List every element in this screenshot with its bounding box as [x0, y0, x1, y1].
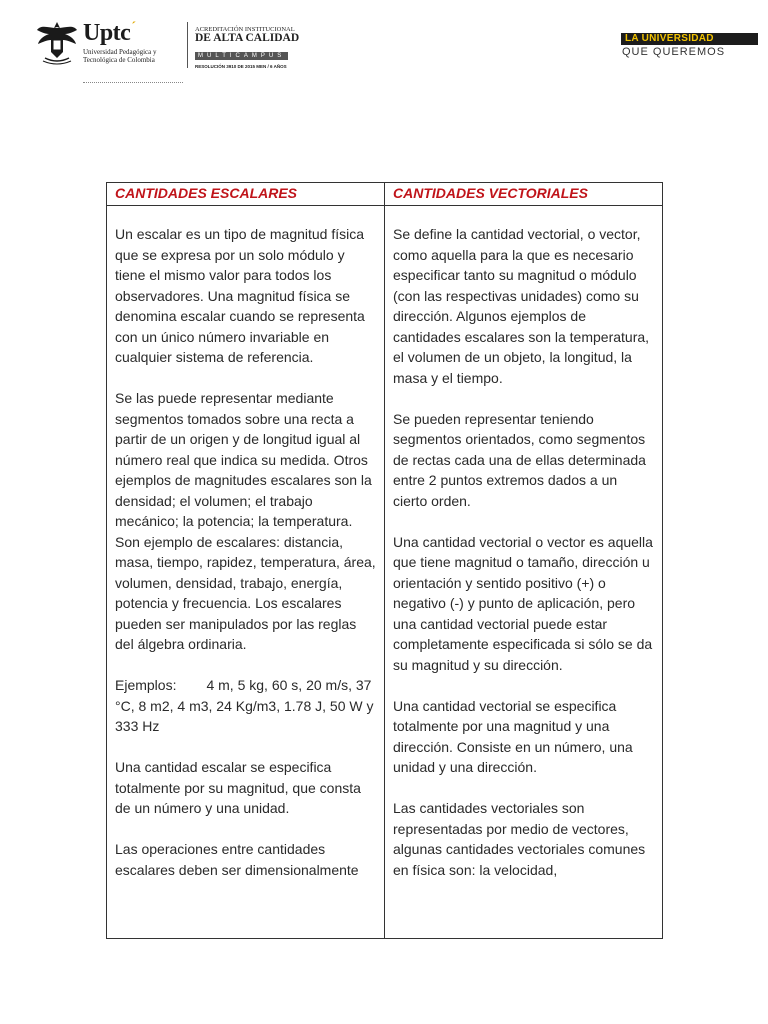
escalares-cell [107, 206, 385, 939]
slogan-top: LA UNIVERSIDAD [621, 33, 758, 45]
examples-label: Ejemplos: [115, 677, 177, 693]
accreditation-line1: ACREDITACIÓN INSTITUCIONAL [195, 26, 295, 33]
uptc-logo [35, 18, 300, 74]
university-name: Universidad Pedagógica y Tecnológica de Colombia [83, 48, 157, 64]
escalares-paragraph: Son ejemplo de escalares: distancia, masa, tiempo, rapidez, temperatura, área, volumen, densidad, trabajo, energía, potencia y frecuencia. Los escalares pueden ser manipulados por las reglas del álgebra ordinaria. [115, 533, 376, 652]
escalares-paragraph: Se las puede representar mediante segmentos tomados sobre una recta a partir de un origen y de longitud igual al número real que indica su medida. Otros ejemplos de magnitudes escalares son la densidad; el volumen; el trabajo mecánico; la potencia; la temperatura. [115, 390, 372, 529]
col-header-escalares: CANTIDADES ESCALARES [107, 183, 385, 206]
accreditation-line2: DE ALTA CALIDAD [195, 32, 300, 44]
brand-wordmark: Uptc´ [83, 20, 136, 46]
vectoriales-cell [385, 206, 663, 939]
escalares-examples [115, 675, 376, 737]
vectoriales-paragraph: Una cantidad vectorial o vector es aquella que tiene magnitud o tamaño, dirección u orientación y sentido positivo (+) o negativo (-) y punto de aplicación, pero una cantidad vectorial puede estar completamente especificada si sólo se da su magnitud y su dirección. [393, 533, 653, 673]
escalares-paragraph: Un escalar es un tipo de magnitud física que se expresa por un solo módulo y tiene el mismo valor para todos los observadores. Una magnitud física se denomina escalar cuando se representa con un único número invariable en cualquier sistema de referencia. [115, 226, 365, 365]
logo-dotted-line [83, 82, 183, 85]
escalares-paragraph: Una cantidad escalar se especifica totalmente por su magnitud, que consta de un número y una unidad. [115, 759, 361, 816]
vectoriales-paragraph: Se pueden representar teniendo segmentos orientados, como segmentos de rectas cada una de ellas determinada entre 2 puntos extremos dados a un cierto orden. [393, 410, 646, 509]
table-body-row [107, 206, 663, 939]
accreditation-line4: RESOLUCIÓN 3910 DE 2015 MEN / 6 AÑOS [195, 64, 287, 69]
col-header-vectoriales: CANTIDADES VECTORIALES [385, 183, 663, 206]
comparison-table [106, 182, 663, 939]
escalares-paragraph: Las operaciones entre cantidades escalares deben ser dimensionalmente [115, 841, 359, 878]
vectoriales-paragraph: Se define la cantidad vectorial, o vector, como aquella para la que es necesario especificar tanto su magnitud o módulo (con las respectivas unidades) como su dirección. Algunos ejemplos de cantidades escalares son la temperatura, el volumen de un objeto, la longitud, la masa y el tiempo. [393, 226, 650, 386]
slogan-bottom: QUE QUEREMOS [622, 46, 726, 58]
slogan [621, 33, 758, 59]
eagle-seal-icon [35, 18, 79, 66]
vectoriales-paragraph: Las cantidades vectoriales son representadas por medio de vectores, algunas cantidades vectoriales comunes en física son: la velocidad, [393, 800, 646, 878]
accreditation-line3: MULTICAMPUS [195, 52, 288, 60]
table-header-row [107, 183, 663, 206]
logo-divider [187, 22, 188, 68]
accreditation-block [195, 26, 315, 69]
examples-values: 4 m, 5 kg, 60 s, 20 m/s, 37 °C, 8 m2, 4 m3, 24 Kg/m3, 1.78 J, 50 W y 333 Hz [115, 677, 374, 734]
vectoriales-paragraph: Una cantidad vectorial se especifica totalmente por una magnitud y una dirección. Consiste en un número, una unidad y una dirección. [393, 697, 633, 775]
